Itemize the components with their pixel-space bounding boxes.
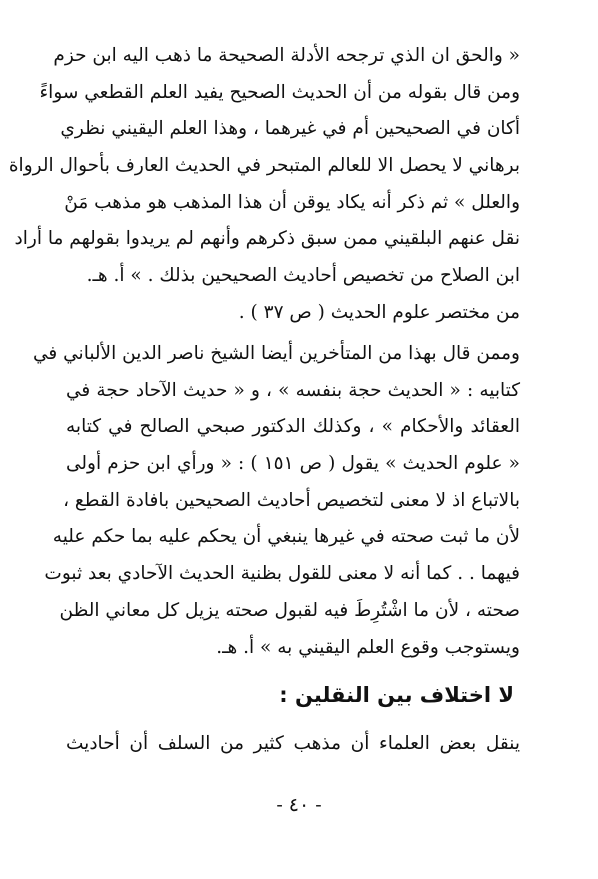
text-line: فيهما . . كما أنه لا معنى للقول بظنية الحديث الآحادي بعد ثبوت	[44, 563, 520, 585]
text-line: العقائد والأحكام » ، وكذلك الدكتور صبحي الصالح في كتابه	[66, 416, 520, 438]
text-line: ومن قال بقوله من أن الحديث الصحيح يفيد العلم القطعي سواءً	[39, 81, 520, 103]
text-line: ويستوجب وقوع العلم اليقيني به » أ. هـ.	[216, 636, 520, 658]
text-line: « علوم الحديث » يقول ( ص ١٥١ ) : « ورأي ابن حزم أولى	[66, 453, 520, 475]
text-line: لأن ما ثبت صحته في غيرها ينبغي أن يحكم عليه بما حكم عليه	[52, 526, 520, 548]
paragraph-section-start	[66, 726, 520, 763]
text-line: برهاني لا يحصل الا للعالم المتبحر في الحديث العارف بأحوال الرواة	[8, 155, 520, 177]
source-citation: من مختصر علوم الحديث ( ص ٣٧ ) .	[238, 301, 520, 323]
text-line: « والحق ان الذي ترجحه الأدلة الصحيحة ما ذهب اليه ابن حزم	[53, 45, 520, 66]
text-line: صحته ، لأن ما اشْتُرِطَ فيه لقبول صحته يزيل كل معاني الظن	[59, 599, 520, 621]
text-line: أكان في الصحيحين أم في غيرهما ، وهذا العلم اليقيني نظري	[60, 118, 520, 140]
text-line: وممن قال بهذا من المتأخرين أيضا الشيخ ناصر الدين الألباني في	[32, 343, 520, 364]
section-heading: لا اختلاف بين النقلين :	[279, 683, 514, 707]
text-line: نقل عنهم البلقيني ممن سبق ذكرهم وأنهم لم يريدوا بقولهم ما أراد	[14, 228, 520, 250]
text-line: ينقل بعض العلماء أن مذهب كثير من السلف أن أحاديث	[66, 733, 520, 754]
page-number: - ٤٠ -	[276, 794, 322, 816]
paragraph-quote-conclusion	[8, 38, 520, 332]
text-line: ابن الصلاح من تخصيص أحاديث الصحيحين بذلك . » أ. هـ.	[86, 265, 520, 287]
text-line: بالاتباع اذ لا معنى لتخصيص أحاديث الصحيحين بافادة القطع ،	[63, 489, 520, 511]
text-line: والعلل » ثم ذكر أنه يكاد يوقن أن هذا المذهب هو مذهب مَنْ	[64, 191, 520, 213]
paragraph-later-scholars	[32, 336, 520, 666]
text-line: كتابيه : « الحديث حجة بنفسه » ، و « حديث الآحاد حجة في	[66, 379, 520, 401]
